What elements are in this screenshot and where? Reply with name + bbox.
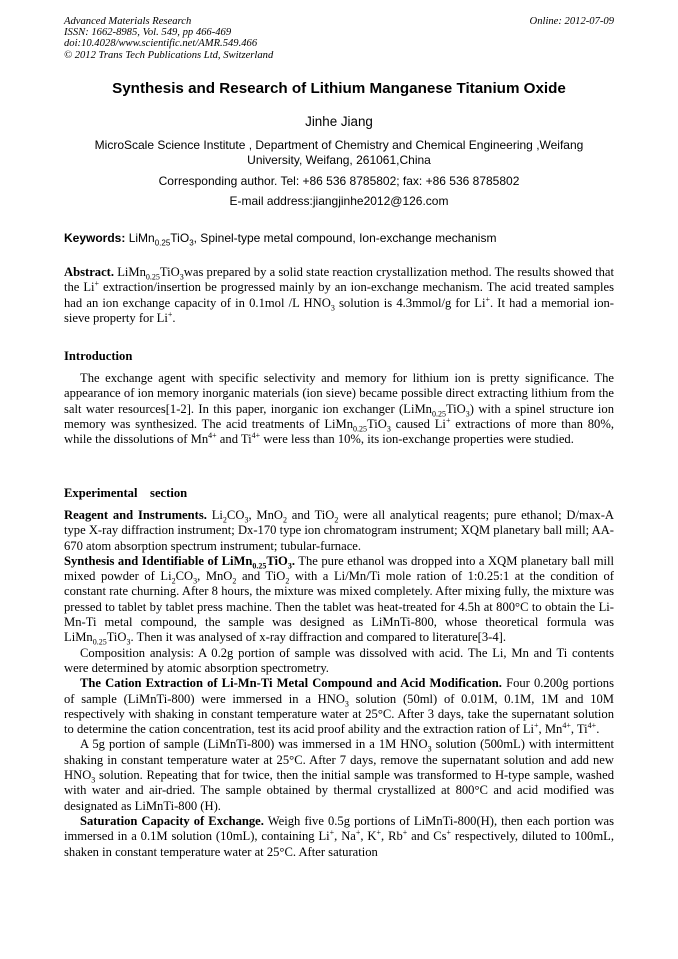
synthesis-paragraph: Synthesis and Identifiable of LiMn$_{0.25}$TiO$_3$. The pure ethanol was dropped into a XQM planetary ball mill mixed powder of $Li_2CO_3$, MnO$_2$ and TiO$_2$ with a Li/Mn/Ti mole ration of 1:0.25:1 at the condition of constant rate churning. After 8 hours, the mixture was mixed completely. After mixing fully, the mixture was pressed to tablet by tablet press machine. Then the tablet was heat-treated for 4.5h at 800°C to obtain the Li-Mn-Ti metal compound, the sample was designed as LiMnTi-800, whose theoretical formula was LiMn$_{0.25}$TiO$_3$. Then it was analysed of x-ray diffraction and compared to literature[3-4]. <box>64 553 614 647</box>
reagents-paragraph: Reagent and Instruments. $Li_2CO_3$, MnO$_2$ and TiO$_2$ were all analytical reagents; pure ethanol; D/max-A type X-ray diffraction instrument; Dx-170 type ion chromatogram instrument; XQM planetary ball mill; AA-670 atom absorption spectrum instrument; tubular-furnace. <box>64 508 614 553</box>
email-address: E-mail address:jiangjinhe2012@126.com <box>229 194 449 208</box>
affiliation <box>80 138 598 168</box>
corresponding-author: Corresponding author. Tel: +86 536 8785802; fax: +86 536 8785802 <box>158 174 520 188</box>
cation-paragraph: The Cation Extraction of Li-Mn-Ti Metal Compound and Acid Modification. Four 0.200g portions of sample (LiMnTi-800) were immersed in a $HNO_3$ solution (50ml) of 0.01M, 0.1M, 1M and 10M respectively with shaking in constant temperature water at 25°C. After 3 days, take the supernatant solution to determine the cation concentration, test its acid proof ability and the extraction ration of Li+, $Mn^{4+}$, $Ti^{4+}$. <box>64 676 614 737</box>
introduction-heading: Introduction <box>64 349 133 363</box>
author-name: Jinhe Jiang <box>305 114 373 129</box>
keywords: Keywords: LiMn$_{0.25}$TiO$_3$, Spinel-type metal compound, Ion-exchange mechanism <box>64 231 497 248</box>
composition-paragraph: Composition analysis: A 0.2g portion of sample was dissolved with acid. The Li, Mn and Ti contents were determined by atomic absorption spectrometry. <box>64 645 614 675</box>
acid-modification-paragraph: A 5g portion of sample (LiMnTi-800) was immersed in a 1M $HNO_3$ solution (500mL) with intermittent shaking in constant temperature water at 25°C. After 7 days, remove the supernatant solution and add new $HNO_3$ solution. Repeating that for twice, then the initial sample was transformed to H-type sample, washed with water and air-dried. The sample obtained by thermal crystallized at 800°C and acid modified was designated as LiMnTi-800 (H). <box>64 737 614 813</box>
abstract: Abstract. LiMn$_{0.25}$TiO$_3$was prepared by a solid state reaction crystallization method. The results showed that the Li+ extraction/insertion be progressed mainly by an ion-exchange mechanism. The acid treated samples had an ion exchange capacity of in 0.1mol /L $HNO_3$ solution is 4.3mmol/g for Li+. It had a memorial ion-sieve property for Li+. <box>64 265 615 325</box>
journal-doi: doi:10.4028/www.scientific.net/AMR.549.466 <box>64 38 258 50</box>
abstract-label: Abstract. <box>64 265 115 279</box>
introduction-text: The exchange agent with specific selectivity and memory for lithium ion is pretty significance. The appearance of ion memory inorganic materials (ion sieve) became possible direct extracting lithium from the salt water resources[1-2]. In this paper, inorganic ion exchanger (LiMn$_{0.25}$TiO$_3$) with a spinel structure ion memory was synthesized. The acid treatments of LiMn$_{0.25}$TiO$_3$ caused Li+ extractions of more than 80%, while the dissolutions of $Mn^{4+}$ and $Ti^{4+}$ were less than 10%, its ion-exchange properties were studied. <box>64 371 614 447</box>
paper-title: Synthesis and Research of Lithium Manganese Titanium Oxide <box>112 80 566 97</box>
experimental-text <box>64 508 614 860</box>
online-date: Online: 2012-07-09 <box>529 16 614 27</box>
affiliation-line-2: University, Weifang, 261061,China <box>247 153 431 168</box>
journal-name: Advanced Materials Research <box>64 16 192 27</box>
experimental-heading: Experimental section <box>64 486 188 500</box>
journal-copyright: © 2012 Trans Tech Publications Ltd, Switzerland <box>64 49 274 61</box>
affiliation-line-1: MicroScale Science Institute , Department of Chemistry and Chemical Engineering ,Weifang <box>94 138 584 152</box>
keywords-list: , Spinel-type metal compound, Ion-exchange mechanism <box>193 231 497 245</box>
keywords-label: Keywords: <box>64 231 126 245</box>
journal-header <box>64 16 273 61</box>
journal-issn: ISSN: 1662-8985, Vol. 549, pp 466-469 <box>64 27 232 39</box>
saturation-paragraph: Saturation Capacity of Exchange. Weigh five 0.5g portions of LiMnTi-800(H), then each portion was immersed in a 0.1M solution (10mL), containing Li+, Na+, K+, Rb+ and Cs+ respectively, diluted to 100mL, shaken in constant temperature water at 25°C. After saturation <box>64 813 614 859</box>
